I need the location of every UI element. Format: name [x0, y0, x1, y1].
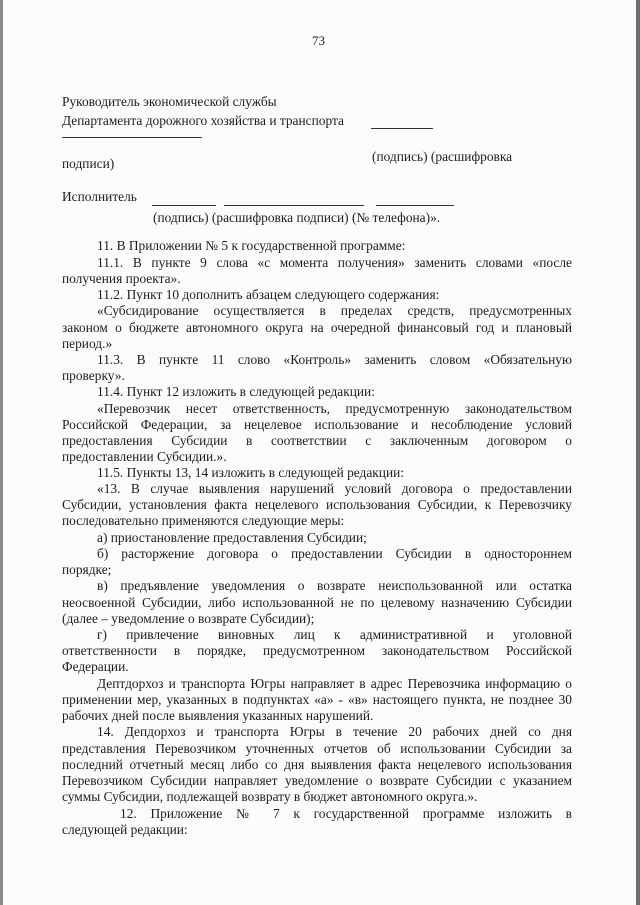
item-12-line1: 12. Приложение № 7 к государственной программе изложить в	[120, 806, 572, 821]
item-11: 11. В Приложении № 5 к государственной программе:	[97, 238, 406, 253]
signature-caption-cont: подписи)	[62, 156, 115, 171]
signature-title-line1: Руководитель экономической службы	[62, 94, 277, 109]
executor-caption: (подпись) (расшифровка подписи) (№ телефона)».	[153, 210, 441, 225]
measure-b-line1: б) расторжение договора о предоставлении Субсидии в одностороннем	[97, 546, 572, 561]
item-11-4: 11.4. Пункт 12 изложить в следующей редакции:	[97, 384, 375, 399]
item-13-line3: последовательно применяются следующие меры:	[62, 513, 345, 528]
item-13-line2: Субсидии, установления факта нецелевого использования Субсидии, к Перевозчику	[62, 497, 572, 512]
measure-g-line2: ответственности в порядке, предусмотренном законодательством Российской	[62, 643, 572, 658]
executor-sign-line	[152, 205, 216, 206]
page-number: 73	[312, 33, 325, 48]
executor-phone-line	[376, 205, 454, 206]
item-11-3-line2: проверку».	[62, 368, 125, 383]
item-11-4-quote-line2: Российской Федерации, за нецелевое использование и несоблюдение условий	[62, 417, 572, 432]
measure-g-line3: Федерации.	[62, 659, 129, 674]
notice-line2: применении мер, указанных в подпунктах «а» - «в» настоящего пункта, не позднее 30	[62, 692, 572, 707]
measure-v-line3: (далее – уведомление о возврате Субсидии);	[62, 611, 315, 626]
signature-caption: (подпись) (расшифровка	[372, 149, 513, 164]
item-11-1-line1: 11.1. В пункте 9 слова «с момента получения» заменить словами «после	[97, 255, 572, 270]
item-14-line3: последний отчетный месяц либо со дня выявления факта нецелевого использования	[62, 757, 572, 772]
item-11-2-quote-line1: «Субсидирование осуществляется в пределах средств, предусмотренных	[97, 303, 572, 318]
item-13-line1: «13. В случае выявления нарушений условий договора о предоставлении	[97, 481, 572, 496]
item-14-line5: суммы Субсидии, подлежащей возврату в бюджет автономного округа.».	[62, 789, 478, 804]
item-11-2-quote-line3: период.»	[62, 336, 113, 351]
item-14-line4: Перевозчиком Субсидии направляет уведомление о возврате Субсидии с указанием	[62, 773, 572, 788]
item-11-1-line2: получения проекта».	[62, 271, 181, 286]
measure-v-line2: неосвоенной Субсидии, либо использованной не по целевому назначению Субсидии	[62, 595, 572, 610]
item-12-line2: следующей редакции:	[62, 822, 188, 837]
name-line	[62, 137, 202, 138]
item-11-4-quote-line3: предоставления Субсидии в соответствии с заключенным договором о	[62, 433, 572, 448]
measure-a: а) приостановление предоставления Субсидии;	[97, 530, 367, 545]
executor-name-line	[224, 205, 364, 206]
measure-v-line1: в) предъявление уведомления о возврате неиспользованной или остатка	[97, 578, 572, 593]
scan-left-edge	[0, 0, 3, 905]
signature-line	[371, 128, 433, 129]
measure-b-line2: порядке;	[62, 562, 112, 577]
notice-line3: рабочих дней после выявления указанных нарушений.	[62, 708, 374, 723]
item-11-2: 11.2. Пункт 10 дополнить абзацем следующего содержания:	[97, 287, 440, 302]
scan-right-edge	[636, 0, 640, 905]
item-14-line2: представления Перевозчиком уточненных отчетов об использовании Субсидии за	[62, 741, 572, 756]
item-11-5: 11.5. Пункты 13, 14 изложить в следующей редакции:	[97, 465, 405, 480]
signature-title-line2: Департамента дорожного хозяйства и транспорта	[62, 113, 344, 128]
item-11-2-quote-line2: законом о бюджете автономного округа на очередной финансовый год и плановый	[62, 320, 572, 335]
notice-line1: Дептдорхоз и транспорта Югры направляет в адрес Перевозчика информацию о	[97, 676, 572, 691]
measure-g-line1: г) привлечение виновных лиц к административной и уголовной	[97, 627, 572, 642]
item-14-line1: 14. Депдорхоз и транспорта Югры в течение 20 рабочих дней со дня	[97, 724, 572, 739]
item-11-3-line1: 11.3. В пункте 11 слово «Контроль» заменить словом «Обязательную	[97, 352, 572, 367]
item-11-4-quote-line1: «Перевозчик несет ответственность, предусмотренную законодательством	[97, 401, 572, 416]
item-11-4-quote-line4: предоставлении Субсидии.».	[62, 449, 227, 464]
executor-label: Исполнитель	[62, 189, 137, 204]
